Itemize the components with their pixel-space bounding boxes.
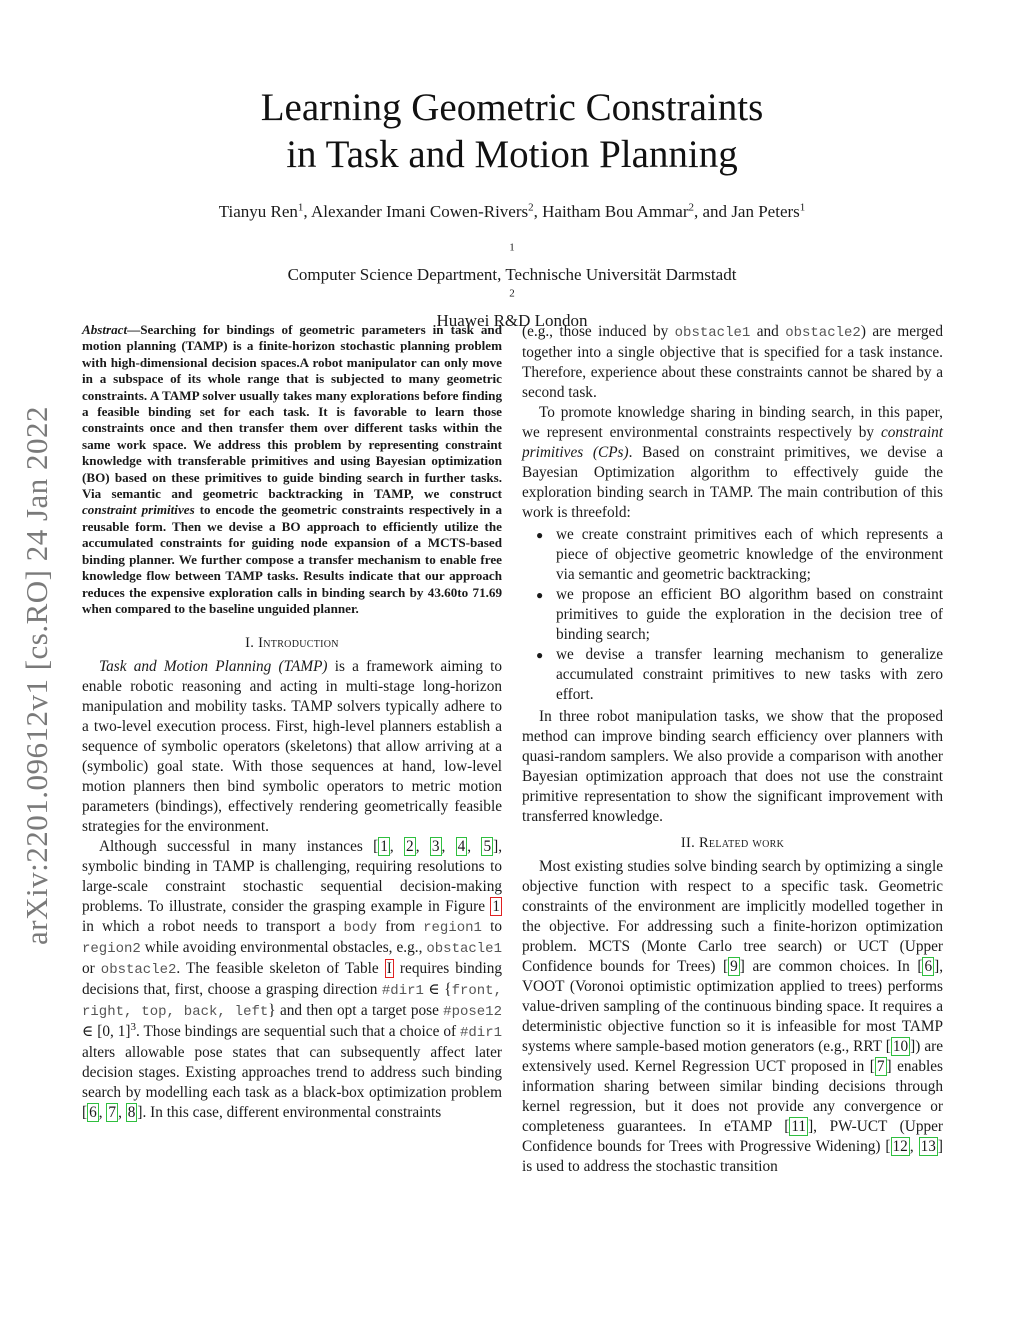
text: . The feasible skeleton of Table [176, 960, 385, 978]
intro-paragraph-1 [82, 657, 502, 837]
text: or [82, 960, 101, 978]
author-separator: , [533, 202, 543, 221]
author-affil-mark: 2 [528, 201, 534, 214]
left-column [82, 322, 502, 1123]
bullet-icon: ● [536, 528, 544, 542]
text: Although successful in many instances [ [99, 838, 379, 856]
list-item-text: we devise a transfer learning mechanism to generalize accumulated constraint primitives to new tasks with zero effort. [556, 646, 943, 703]
intro-paragraph-3 [522, 403, 943, 523]
superscript: 3 [130, 1021, 136, 1034]
text: Most existing studies solve binding search by optimizing a single objective function with respect to a specific task. Geometric constraints of the environment are implicitly modelled together in the objective. For addressing such a finite-horizon optimization problem. MCTS (Monte Carlo tree search) or UCT (Upper Confidence bounds for Trees) [ [522, 858, 943, 975]
text: ], PW-UCT (Upper Confidence bounds for Trees with Progressive Widening) [ [522, 1118, 943, 1155]
text: , [467, 838, 482, 856]
citation-link[interactable]: 13 [920, 1138, 936, 1155]
code-term: obstacle1 [674, 325, 751, 341]
section-numeral: I. [245, 635, 259, 652]
text: and [750, 323, 786, 340]
citation-link[interactable]: 6 [924, 958, 933, 975]
list-item [522, 585, 943, 645]
text: ∈ { [423, 981, 452, 999]
text: , [98, 1104, 107, 1122]
citation-link[interactable]: 8 [127, 1104, 136, 1122]
right-column [522, 322, 943, 1177]
code-term: region1 [423, 920, 482, 937]
citation-link[interactable]: 5 [483, 838, 492, 856]
section-name: Related work [698, 835, 785, 851]
intro-text: is a framework aiming to enable robotic reasoning and acting in multi-stage long-horizon manipulation and mobility tasks. TAMP solvers typically adhere to a two-level execution process. First, high-level planners establish a sequence of symbolic operators (skeletons) that allow arriving at a (symbolic) goal state. With those sequences at hand, low-level motion planners then bind symbolic operators to metric motion parameters (bindings), effectively rendering geometrically feasible strategies for the environment. [82, 658, 502, 836]
text: to [481, 918, 502, 936]
text: ]. In this case, different environmental constraints [137, 1104, 442, 1122]
author-name: Tianyu Ren [218, 202, 298, 221]
citation-link[interactable]: 7 [108, 1104, 117, 1122]
table-link[interactable]: I [386, 960, 392, 978]
abstract-text: Searching for bindings of geometric parameters in task and motion planning (TAMP) is a finite-horizon stochastic planning problem with high-dimensional decision spaces.A robot manipulator can only move in a subspace of its whole range that is subjected to many geometric constraints. A TAMP solver usually takes many explorations before finding a feasible binding set for each task. It is favorable to learn those constraints once and then transfer them over different tasks within the same work space. We address this problem by representing constraint knowledge with transferable primitives and using Bayesian optimization (BO) based on these primitives to guide binding search in further tasks. Via semantic and geometric backtracking in TAMP, we construct [82, 322, 502, 502]
code-term: obstacle1 [426, 941, 502, 958]
list-item-text: we propose an efficient BO algorithm based on constraint primitives to guide the exploration in the decision tree of binding search; [556, 586, 943, 643]
abstract [82, 322, 502, 617]
citation-link[interactable]: 9 [730, 958, 738, 975]
related-work-paragraph-1 [522, 857, 943, 1177]
section-numeral: II. [680, 835, 699, 851]
author-affil-mark: 1 [297, 201, 304, 214]
text: ]) are extensively used. Kernel Regression UCT proposed in [ [522, 1038, 943, 1075]
intro-emphasis: Task and Motion Planning (TAMP) [99, 658, 328, 676]
code-term: #dir1 [381, 983, 424, 1000]
text: ] are common choices. In [ [739, 958, 923, 975]
bullet-icon: ● [536, 588, 544, 602]
section-heading-related-work [522, 833, 943, 853]
abstract-label: Abstract [82, 322, 128, 337]
text: ) are merged together into a single objective that is specified for a task instance. Therefore, experience about these constraints cannot be shared by a second task. [522, 323, 943, 401]
bullet-icon: ● [536, 648, 544, 662]
abstract-text: to encode the geometric constraints respectively in a reusable form. Then we devise a BO approach to efficiently utilize the accumulated constraints for guiding node expansion of a MCTS-based binding planner. We further compose a transfer mechanism to enable free knowledge flow between TAMP tasks. Results indicate that our approach reduces the expensive exploration calls in binding search by 43.60to 71.69 when compared to the baseline unguided planner. [82, 502, 502, 616]
title-line-1: Learning Geometric Constraints [260, 86, 764, 129]
abstract-emphasis: constraint primitives [82, 502, 195, 518]
author-name: Alexander Imani Cowen-Rivers [310, 202, 529, 221]
author-affil-mark: 2 [688, 201, 695, 214]
intro-continuation [522, 322, 943, 403]
author-affil-mark: 1 [799, 201, 806, 214]
affiliation-text: Computer Science Department, Technische Universität Darmstadt [287, 265, 737, 284]
citation-link[interactable]: 6 [89, 1104, 97, 1122]
text: , [909, 1138, 919, 1155]
code-term: #dir1 [459, 1025, 502, 1042]
affiliation-1 [0, 240, 1024, 286]
code-term: region2 [82, 941, 141, 958]
figure-link[interactable]: 1 [492, 898, 500, 916]
author-name: Jan Peters [731, 202, 800, 221]
text: . Those bindings are sequential such that a choice of [135, 1023, 460, 1041]
intro-paragraph-4: In three robot manipulation tasks, we show that the proposed method can improve binding search efficiency over planners with quasi-random samplers. We also provide a comparison with another Bayesian optimization approach that does not use the constraint primitive representation to show the significant improvement with transferred knowledge. [522, 708, 943, 825]
list-item [522, 645, 943, 705]
arxiv-identifier[interactable]: arXiv:2201.09612v1 [cs.RO] 24 Jan 2022 [19, 405, 54, 945]
contribution-list [522, 525, 943, 705]
code-term: #pose12 [443, 1004, 502, 1021]
citation-link[interactable]: 11 [791, 1118, 807, 1135]
citation-link[interactable]: 7 [876, 1058, 885, 1075]
citation-link[interactable]: 12 [892, 1138, 908, 1155]
code-term: obstacle2 [785, 325, 861, 341]
text: } and then opt a target pose [268, 1002, 444, 1020]
author-separator: , [303, 202, 311, 221]
text: , [389, 838, 405, 856]
citation-link[interactable]: 4 [457, 838, 466, 856]
list-item-text: we create constraint primitives each of which represents a piece of objective geometric knowledge of the environment via semantic and geometric backtracking; [556, 526, 943, 583]
text: To promote knowledge sharing in binding search, in this paper, we represent environmental constraints respectively by [522, 404, 943, 441]
author-separator: , and [694, 202, 732, 221]
text: , [415, 838, 430, 856]
paper-title [0, 84, 1024, 178]
text: ] enables information sharing between similar binding decisions through kernel regression, but it does not provide any convergence or completeness guarantees. In eTAMP [ [522, 1058, 943, 1135]
text: while avoiding environmental obstacles, e.g., [140, 939, 427, 957]
author-name: Haitham Bou Ammar [542, 202, 689, 221]
text: , [441, 838, 456, 856]
citation-link[interactable]: 3 [431, 838, 440, 856]
text: , [118, 1104, 126, 1122]
affil-mark: 1 [509, 241, 515, 254]
author-list [0, 201, 1024, 223]
code-term: body [343, 920, 378, 937]
list-item [522, 525, 943, 585]
text: ], VOOT (Voronoi optimistic optimization applied to trees) performs value-driven sampling of the continuous binding space. It requires a deterministic objective function so it is infeasible for most TAMP systems where sample-based motion generators (e.g., RRT [ [522, 958, 944, 1055]
text: from [377, 918, 424, 936]
affiliation-text: Huawei R&D London [436, 311, 588, 330]
text: requires binding decisions that, first, choose a grasping direction [82, 960, 502, 999]
section-name: Introduction [258, 635, 339, 652]
text: (e.g., those induced by [522, 323, 675, 340]
text: in which a robot needs to transport a [82, 918, 344, 936]
citation-link[interactable]: 10 [892, 1038, 909, 1055]
intro-paragraph-2 [82, 837, 502, 1123]
text: ∈ [0, 1] [82, 1023, 131, 1041]
citation-link[interactable]: 1 [380, 838, 388, 856]
emphasis: constraint primitives (CPs) [522, 424, 943, 461]
affiliations [0, 240, 1024, 332]
text: . Based on constraint primitives, we devise a Bayesian Optimization algorithm to effectively guide the exploration binding search in TAMP. The main contribution of this work is threefold: [522, 444, 943, 521]
text: ] is used to address the stochastic transition [522, 1138, 943, 1175]
text: alters allowable pose states that can subsequently affect later decision stages. Existing approaches trend to address such binding search by modelling each task as a black-box optimization problem [ [82, 1044, 502, 1122]
section-heading-introduction [82, 633, 502, 653]
code-term: obstacle2 [100, 962, 177, 979]
citation-link[interactable]: 2 [406, 838, 414, 856]
affil-mark: 2 [509, 287, 515, 300]
code-term: front, right, top, back, left [82, 983, 502, 1021]
text: ], symbolic binding in TAMP is challenging, requiring resolutions to large-scale constraint stochastic sequential decision-making problems. To illustrate, consider the grasping example in Figure [82, 838, 503, 916]
abstract-dash: — [127, 322, 141, 337]
title-line-2: in Task and Motion Planning [286, 133, 738, 176]
